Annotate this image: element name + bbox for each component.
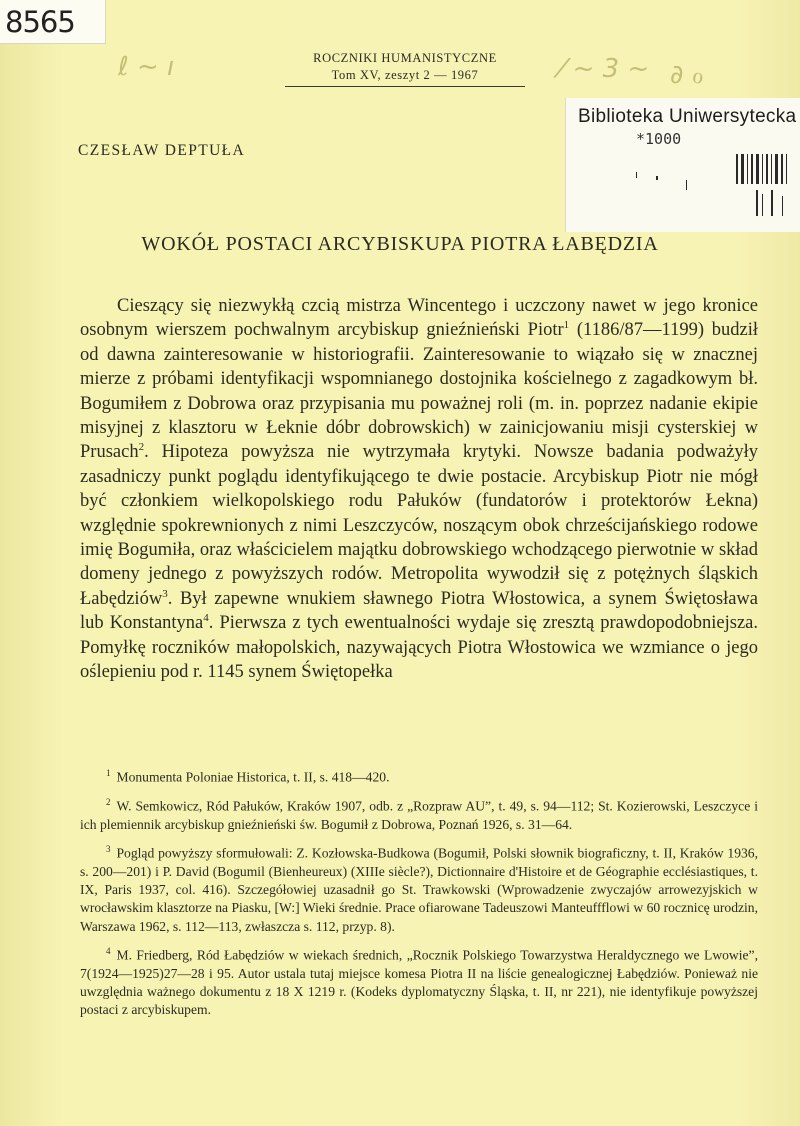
pencil-marks-left: ℓ ~ ı [118,52,175,82]
library-stamp-code: *1000 [636,130,682,148]
article-title: WOKÓŁ POSTACI ARCYBISKUPA PIOTRA ŁABĘDZIA [141,233,659,255]
body-text-segment: . Hipoteza powyższa nie wytrzymała krytyki. Nowsze badania podważyły zasadniczy punkt poglądu identyfikującego te dwie postacie. Arcybiskup Piotr nie mógł być członkiem wielkopolskiego rodu Pałuków (fundatorów i protektorów Łekna) względnie spokrewnionych z nimi Leszczyców, noszącym obok chrześcijańskiego rodowe imię Bogumiła, oraz właścicielem majątku dobrowskiego wchodzącego pierwotnie w skład domeny jednego z powyższych rodów. Metropolita wywodził się z potężnych śląskich Łabędziów [80,442,758,609]
footnote [80,764,758,787]
footnote [80,840,758,936]
footnotes [80,764,758,1026]
header-rule [285,86,525,87]
pencil-marks-right: ⁄ ~ 3 ~ [560,54,650,84]
footnote-ref: 3 [162,587,168,600]
article-body [80,294,758,685]
footnote-number: 2 [106,796,111,807]
journal-name: ROCZNIKI HUMANISTYCZNE [313,51,497,65]
pencil-marks-far-right: ∂ ℴ [670,60,704,90]
body-text-segment: . Był zapewne wnukiem sławnego Piotra Włostowica, a synem Świętosława lub Konstantyna [80,588,758,634]
journal-header [270,50,540,87]
body-text-segment: Cieszący się niezwykłą czcią mistrza Wincentego i uczczony nawet w jego kronice osobnym wierszem pochwalnym arcybiskup gnieźnieński Piotr [80,296,758,341]
library-stamp [565,98,800,232]
footnote-number: 1 [106,768,111,778]
body-paragraph [80,294,758,685]
footnote-text: W. Semkowicz, Ród Pałuków, Kraków 1907, odb. z „Rozpraw AU”, t. 49, s. 94—112; St. Kozierowski, Leszczyce i ich plemiennik arcybiskup gnieźnieński św. Bogumił z Dobrowa, Poznań 1926, s. 31—64. [80,798,758,832]
handwritten-catalog-number: 8565 [0,0,106,44]
footnote [80,942,758,1020]
body-text-segment: (1186/87—1199) budził od dawna zainteresowanie w historiografii. Zainteresowanie to wiązało się w znacznej mierze z próbami identyfikacji wspomnianego dostojnika kościelnego z zagadkowym bł. Bogumiłem z Dobrowa oraz przypisania mu poważnej roli (m. in. poprzez nadanie ekipie misyjnej z klasztoru w Łeknie dóbr dobrowskich) w zainicjowaniu misji cysterskiej w Prusach [80,320,758,463]
body-text-segment: . Pierwsza z tych ewentualności wydaje się zresztą prawdopodobniejsza. Pomyłkę roczników małopolskich, nazywających Piotra Włostowica we wzmiance o jego oślepieniu pod r. 1145 synem Świętopełka [80,613,758,683]
footnote-text: M. Friedberg, Ród Łabędziów w wiekach średnich, „Rocznik Polskiego Towarzystwa Heraldycznego we Lwowie”, 7(1924—1925)27—28 i 95. Autor ustala tutaj miejsce komesa Piotra II na liście genealogicznej Łabędziów. Ponieważ nie uwzględnia ważnego dokumentu z 18 X 1219 r. (Kodeks dyplomatyczny Śląska, t. II, nr 221), nie identyfikuje powyższej postaci z arcybiskupem. [80,947,758,1018]
footnote-text: Pogląd powyższy sformułowali: Z. Kozłowska-Budkowa (Bogumił, Polski słownik biograficzny, t. II, Kraków 1936, s. 200—201) i P. David (Bogumil (Bienheureux) (XIIIe siècle?), Dictionnaire d'Histoire et de Géographie ecclésiastiques, t. IX, Paris 1937, col. 416). Szczegółowiej uzasadnił go St. Trawkowski (Wprowadzenie zwyczajów arrowezyjskich w wrocławskim klasztorze na Piasku, [W:] Wieki średnie. Prace ofiarowane Tadeuszowi Manteuffflowi w 60 rocznicę urodzin, Warszawa 1962, s. 112—113, zwłaszcza s. 112, przyp. 8). [80,845,758,934]
barcode-icon [606,150,796,220]
library-stamp-text: Biblioteka Uniwersytecka [578,106,797,127]
footnote-ref: 4 [203,612,209,625]
author-name: CZESŁAW DEPTUŁA [78,142,246,159]
footnote-number: 3 [106,843,111,854]
footnote-ref: 1 [563,319,570,332]
footnote-text: Monumenta Poloniae Historica, t. II, s. 418—420. [116,769,390,785]
footnote-ref: 2 [138,441,145,454]
footnote-number: 4 [106,945,111,956]
footnote [80,793,758,834]
journal-volume: Tom XV, zeszyt 2 — 1967 [331,68,479,82]
